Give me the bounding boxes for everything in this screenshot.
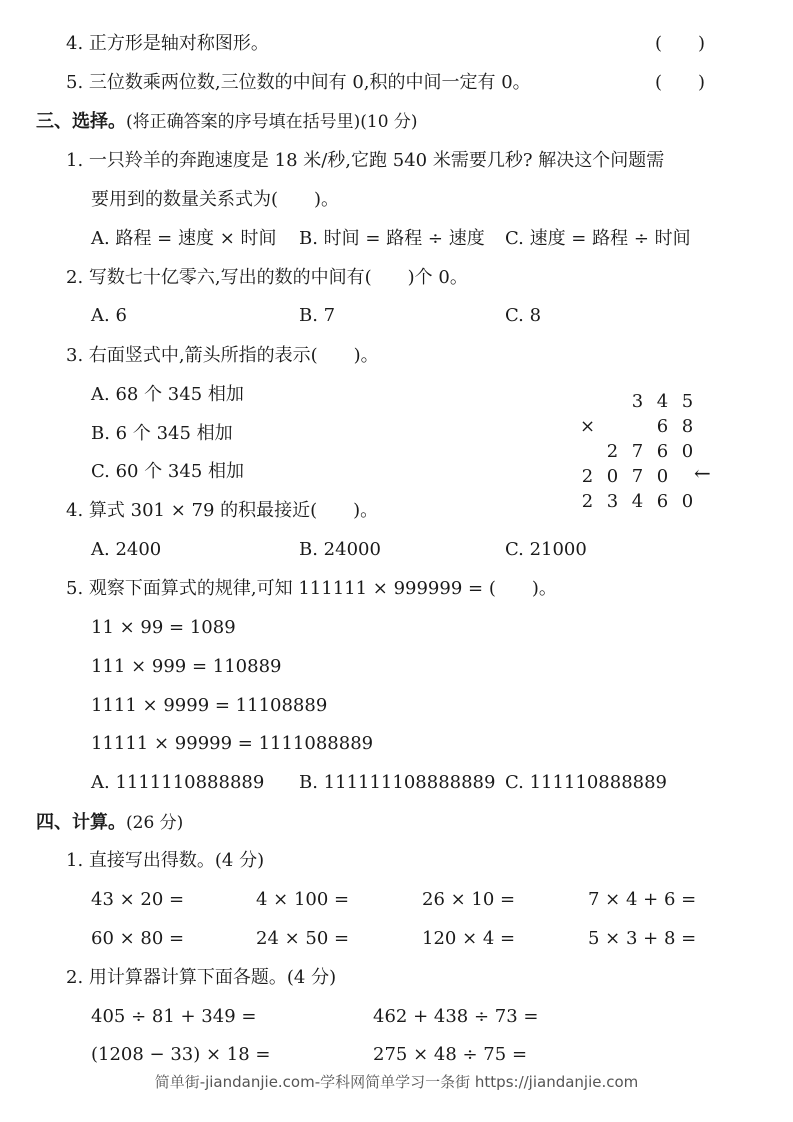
- digit: 3: [606, 491, 619, 512]
- pattern-equation: 111 × 999 = 110889: [91, 656, 282, 677]
- calc-item: 7 × 4 + 6 =: [588, 889, 697, 910]
- digit: 7: [631, 466, 644, 487]
- digit: 7: [631, 441, 644, 462]
- question-stem: 2. 写数七十亿零六,写出的数的中间有( )个 0。: [66, 267, 468, 288]
- calc-item: 5 × 3 + 8 =: [588, 928, 697, 949]
- digit: 0: [681, 491, 694, 512]
- calc-item: 4 × 100 =: [256, 889, 350, 910]
- digit: 2: [606, 441, 619, 462]
- question-stem: 3. 右面竖式中,箭头所指的表示( )。: [66, 345, 379, 366]
- multiplier-row: [575, 416, 700, 438]
- answer-paren: ( ): [655, 72, 706, 93]
- calc-item: 120 × 4 =: [422, 928, 516, 949]
- digit: 6: [656, 491, 669, 512]
- option-b: B. 时间 = 路程 ÷ 速度: [299, 228, 485, 249]
- digit: 0: [681, 441, 694, 462]
- calc-item: 405 ÷ 81 + 349 =: [91, 1006, 257, 1027]
- digit: 5: [681, 391, 694, 412]
- digit: 8: [681, 416, 694, 437]
- question-stem: 4. 算式 301 × 79 的积最接近( )。: [66, 500, 379, 521]
- calc-item: (1208 − 33) × 18 =: [91, 1044, 271, 1065]
- option-c: C. 速度 = 路程 ÷ 时间: [505, 228, 691, 249]
- calc-item: 24 × 50 =: [256, 928, 350, 949]
- section-note: (将正确答案的序号填在括号里)(10 分): [126, 112, 418, 132]
- calc-item: 275 × 48 ÷ 75 =: [373, 1044, 528, 1065]
- digit: 0: [656, 466, 669, 487]
- digit: 2: [581, 466, 594, 487]
- option-b: B. 6 个 345 相加: [91, 423, 233, 444]
- option-c: C. 111110888889: [505, 772, 667, 793]
- digit: 2: [581, 491, 594, 512]
- digit: 4: [631, 491, 644, 512]
- partial-product-row: [575, 441, 700, 463]
- pattern-equation: 11 × 99 = 1089: [91, 617, 236, 638]
- question-stem: 1. 直接写出得数。(4 分): [66, 850, 265, 871]
- option-b: B. 24000: [299, 539, 381, 560]
- calc-item: 43 × 20 =: [91, 889, 185, 910]
- footer-watermark: 简单街-jiandanjie.com-学科网简单学习一条街 https://jiandanjie.com: [154, 1073, 639, 1091]
- digit: 6: [656, 441, 669, 462]
- times-sign: ×: [579, 416, 596, 437]
- pattern-equation: 11111 × 99999 = 1111088889: [91, 733, 374, 754]
- answer-paren: ( ): [655, 33, 706, 54]
- question-stem-cont: 要用到的数量关系式为( )。: [91, 189, 340, 210]
- option-a: A. 路程 = 速度 × 时间: [91, 228, 277, 249]
- judge-q4: 4. 正方形是轴对称图形。: [66, 33, 269, 54]
- digit: 4: [656, 391, 669, 412]
- partial-product-row: [575, 466, 700, 488]
- option-c: C. 60 个 345 相加: [91, 461, 244, 482]
- question-stem: 5. 观察下面算式的规律,可知 111111 × 999999 = ( )。: [66, 578, 557, 599]
- option-c: C. 21000: [505, 539, 587, 560]
- arrow-left-icon: ←: [694, 461, 711, 485]
- digit: 6: [656, 416, 669, 437]
- pattern-equation: 1111 × 9999 = 11108889: [91, 695, 328, 716]
- digit: 3: [631, 391, 644, 412]
- product-row: [575, 491, 700, 513]
- option-c: C. 8: [505, 305, 542, 326]
- section-title: [36, 812, 183, 834]
- section-heading: 三、选择。: [36, 111, 126, 132]
- calc-item: 26 × 10 =: [422, 889, 516, 910]
- question-stem: 1. 一只羚羊的奔跑速度是 18 米/秒,它跑 540 米需要几秒? 解决这个问题需: [66, 150, 665, 171]
- section-note: (26 分): [126, 813, 184, 833]
- calc-item: 60 × 80 =: [91, 928, 185, 949]
- section-heading: 四、计算。: [36, 812, 126, 833]
- digit: 0: [606, 466, 619, 487]
- option-a: A. 6: [91, 305, 127, 326]
- option-a: A. 2400: [91, 539, 162, 560]
- option-a: A. 68 个 345 相加: [91, 384, 244, 405]
- multiplicand-row: [575, 391, 700, 413]
- option-b: B. 111111108888889: [299, 772, 496, 793]
- calc-item: 462 + 438 ÷ 73 =: [373, 1006, 539, 1027]
- judge-q5: 5. 三位数乘两位数,三位数的中间有 0,积的中间一定有 0。: [66, 72, 531, 93]
- question-stem: 2. 用计算器计算下面各题。(4 分): [66, 967, 337, 988]
- section-title: [36, 111, 418, 133]
- option-b: B. 7: [299, 305, 336, 326]
- option-a: A. 1111110888889: [91, 772, 265, 793]
